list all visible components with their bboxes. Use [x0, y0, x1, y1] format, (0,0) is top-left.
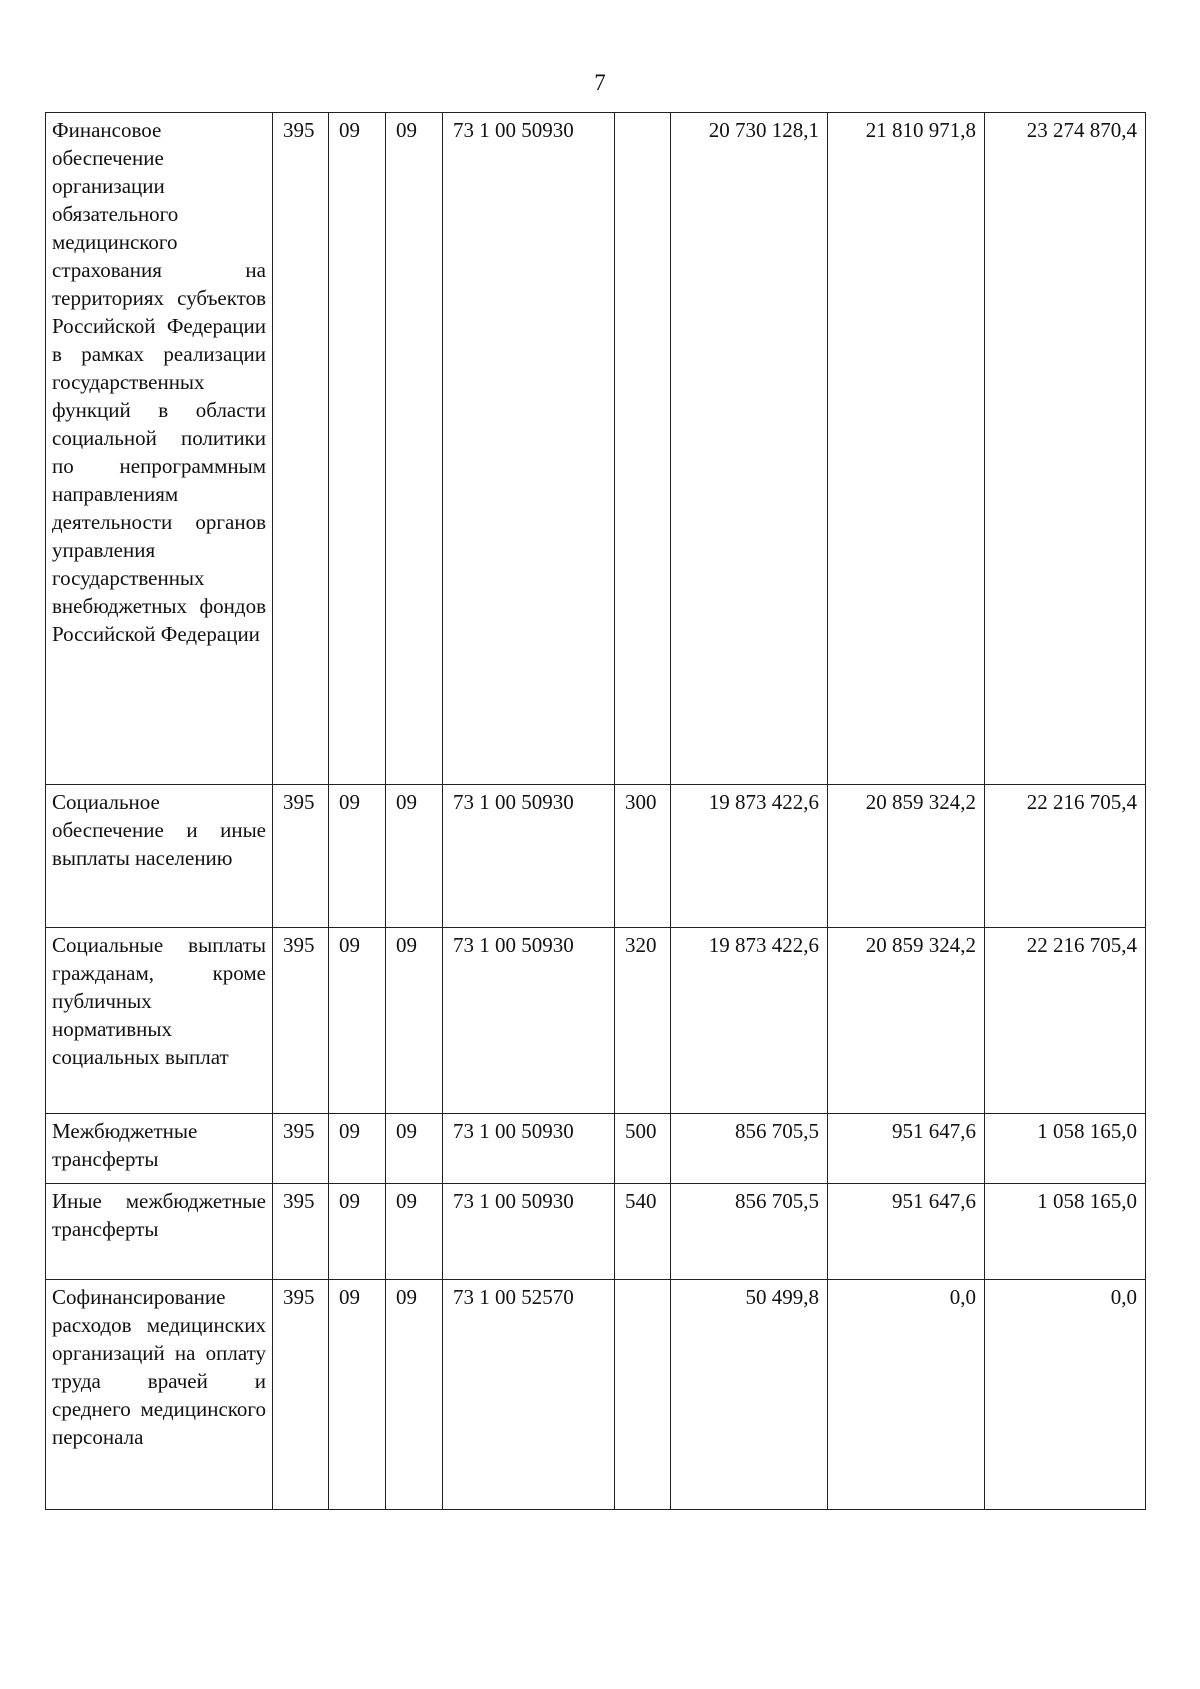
- expense-type-code: [615, 113, 671, 785]
- amount-year-2: 951 647,6: [828, 1114, 985, 1184]
- amount-year-1: 50 499,8: [671, 1280, 828, 1510]
- row-name: Социальные выплаты гражданам, кроме публичных нормативных социальных выплат: [46, 928, 273, 1114]
- expense-type-code: 540: [615, 1184, 671, 1280]
- amount-year-1: 20 730 128,1: [671, 113, 828, 785]
- table-row: [46, 113, 1146, 785]
- row-name: Межбюджетные трансферты: [46, 1114, 273, 1184]
- ministry-code: 395: [273, 113, 329, 785]
- target-code: 73 1 00 52570: [443, 1280, 615, 1510]
- expense-type-code: 500: [615, 1114, 671, 1184]
- amount-year-3: 1 058 165,0: [985, 1114, 1146, 1184]
- ministry-code: 395: [273, 1280, 329, 1510]
- table-row: [46, 1280, 1146, 1510]
- target-code: 73 1 00 50930: [443, 785, 615, 928]
- target-code: 73 1 00 50930: [443, 928, 615, 1114]
- row-name: Финансовое обеспечение организации обязательного медицинского страхования на территориях субъектов Российской Федерации в рамках реализации государственных функций в области социальной политики по непрограммным направлениям деятельности органов управления государственных внебюджетных фондов Российской Федерации: [46, 113, 273, 785]
- amount-year-3: 23 274 870,4: [985, 113, 1146, 785]
- target-code: 73 1 00 50930: [443, 1114, 615, 1184]
- section-code: 09: [329, 1280, 386, 1510]
- row-name: Иные межбюджетные трансферты: [46, 1184, 273, 1280]
- amount-year-2: 21 810 971,8: [828, 113, 985, 785]
- section-code: 09: [329, 928, 386, 1114]
- amount-year-2: 951 647,6: [828, 1184, 985, 1280]
- table-row: [46, 1184, 1146, 1280]
- expense-type-code: [615, 1280, 671, 1510]
- subsection-code: 09: [386, 785, 443, 928]
- amount-year-3: 22 216 705,4: [985, 928, 1146, 1114]
- page-number: 7: [594, 70, 606, 95]
- ministry-code: 395: [273, 928, 329, 1114]
- table-row: [46, 928, 1146, 1114]
- subsection-code: 09: [386, 1184, 443, 1280]
- amount-year-1: 19 873 422,6: [671, 928, 828, 1114]
- target-code: 73 1 00 50930: [443, 113, 615, 785]
- subsection-code: 09: [386, 1114, 443, 1184]
- amount-year-3: 22 216 705,4: [985, 785, 1146, 928]
- amount-year-3: 0,0: [985, 1280, 1146, 1510]
- budget-table: [45, 112, 1146, 1510]
- target-code: 73 1 00 50930: [443, 1184, 615, 1280]
- section-code: 09: [329, 1184, 386, 1280]
- row-name: Софинансирование расходов медицинских организаций на оплату труда врачей и среднего медицинского персонала: [46, 1280, 273, 1510]
- ministry-code: 395: [273, 1114, 329, 1184]
- expense-type-code: 320: [615, 928, 671, 1114]
- section-code: 09: [329, 785, 386, 928]
- amount-year-1: 856 705,5: [671, 1184, 828, 1280]
- amount-year-2: 20 859 324,2: [828, 928, 985, 1114]
- section-code: 09: [329, 1114, 386, 1184]
- table-row: [46, 1114, 1146, 1184]
- subsection-code: 09: [386, 928, 443, 1114]
- section-code: 09: [329, 113, 386, 785]
- amount-year-2: 0,0: [828, 1280, 985, 1510]
- expense-type-code: 300: [615, 785, 671, 928]
- subsection-code: 09: [386, 1280, 443, 1510]
- ministry-code: 395: [273, 1184, 329, 1280]
- subsection-code: 09: [386, 113, 443, 785]
- amount-year-1: 856 705,5: [671, 1114, 828, 1184]
- row-name: Социальное обеспечение и иные выплаты населению: [46, 785, 273, 928]
- ministry-code: 395: [273, 785, 329, 928]
- amount-year-1: 19 873 422,6: [671, 785, 828, 928]
- table-row: [46, 785, 1146, 928]
- amount-year-2: 20 859 324,2: [828, 785, 985, 928]
- amount-year-3: 1 058 165,0: [985, 1184, 1146, 1280]
